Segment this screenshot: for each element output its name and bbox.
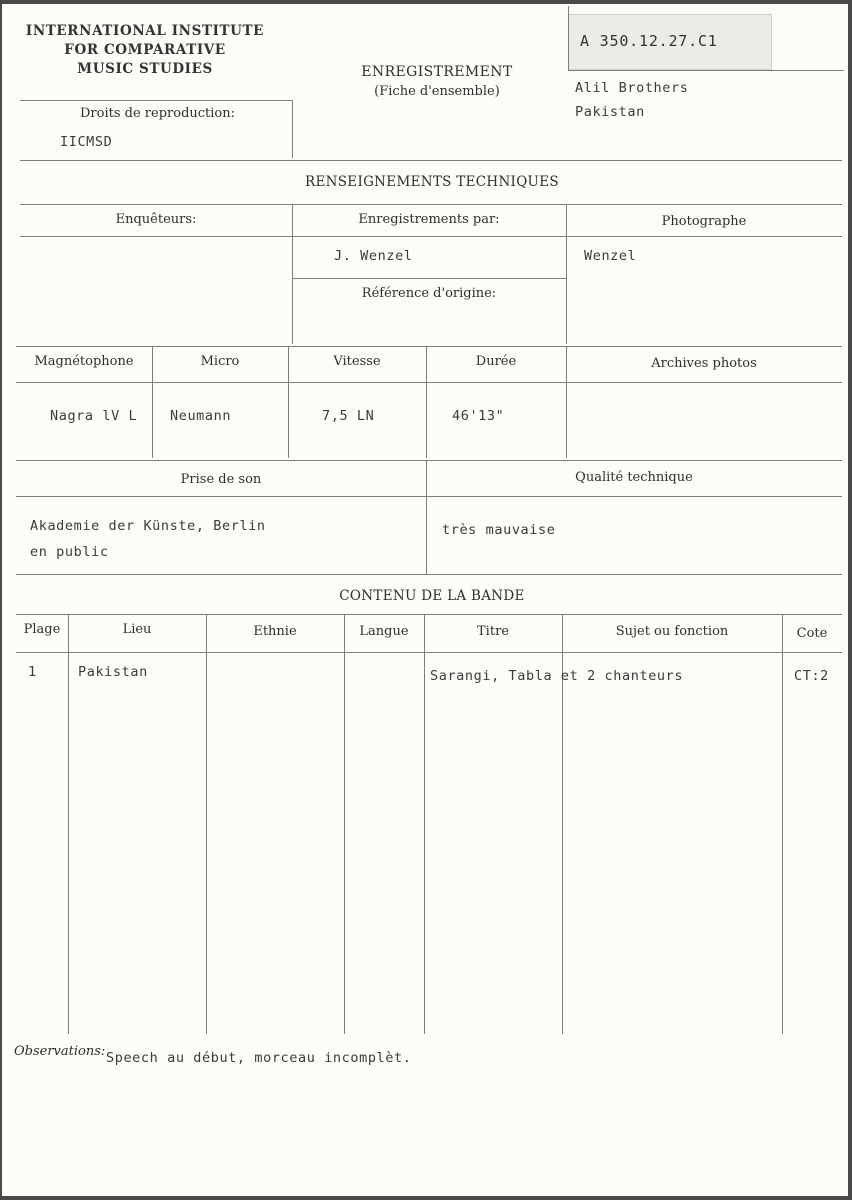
col-plage: Plage — [23, 622, 61, 637]
col-sujet: Sujet ou fonction — [615, 624, 729, 639]
duration-value: 46'13" — [452, 408, 505, 424]
institute-name — [20, 22, 270, 79]
row-plage: 1 — [28, 664, 37, 680]
mic-label: Micro — [200, 354, 240, 369]
mic-value: Neumann — [170, 408, 232, 424]
sound-value-line-1: Akademie der Künste, Berlin — [30, 518, 266, 534]
photographer-label: Photographe — [661, 214, 747, 229]
col-titre: Titre — [477, 624, 509, 639]
sound-label: Prise de son — [180, 472, 262, 487]
investigators-label: Enquêteurs: — [115, 212, 197, 227]
technical-section-title: RENSEIGNEMENTS TECHNIQUES — [305, 174, 559, 190]
col-cote: Cote — [796, 626, 828, 641]
card-title: ENREGISTREMENT — [361, 64, 513, 80]
recorded-by-label: Enregistrements par: — [358, 212, 500, 227]
institute-line-2: FOR COMPARATIVE — [64, 42, 226, 58]
recorder-value: Nagra lV L — [50, 408, 138, 424]
observations-label: Observations: — [14, 1044, 106, 1059]
record-card — [2, 4, 848, 1196]
reference-number: A 350.12.27.C1 — [580, 32, 718, 50]
col-ethnie: Ethnie — [253, 624, 297, 639]
duration-label: Durée — [475, 354, 517, 369]
origin-reference-label: Référence d'origine: — [361, 286, 497, 301]
speed-label: Vitesse — [333, 354, 381, 369]
recorder-label: Magnétophone — [34, 354, 134, 369]
institute-line-1: INTERNATIONAL INSTITUTE — [25, 23, 265, 39]
institute-line-3: MUSIC STUDIES — [77, 61, 213, 77]
recorded-by-value: J. Wenzel — [334, 248, 413, 264]
photographer-value: Wenzel — [584, 248, 637, 264]
rights-label: Droits de reproduction: — [80, 106, 236, 121]
sound-value-line-2: en public — [30, 544, 109, 560]
row-titre: Sarangi, Tabla et 2 chanteurs — [430, 668, 684, 684]
contents-section-title: CONTENU DE LA BANDE — [339, 588, 525, 604]
performer-name: Alil Brothers — [575, 80, 689, 96]
performer-country: Pakistan — [575, 104, 645, 120]
quality-label: Qualité technique — [575, 470, 693, 485]
col-lieu: Lieu — [122, 622, 152, 637]
card-subtitle: (Fiche d'ensemble) — [374, 84, 500, 99]
speed-value: 7,5 LN — [322, 408, 375, 424]
rights-value: IICMSD — [60, 134, 113, 150]
quality-value: très mauvaise — [442, 522, 556, 538]
photo-archive-label: Archives photos — [651, 356, 757, 371]
col-langue: Langue — [359, 624, 409, 639]
observations-value: Speech au début, morceau incomplèt. — [106, 1050, 412, 1066]
row-lieu: Pakistan — [78, 664, 148, 680]
row-cote: CT:2 — [794, 668, 829, 684]
